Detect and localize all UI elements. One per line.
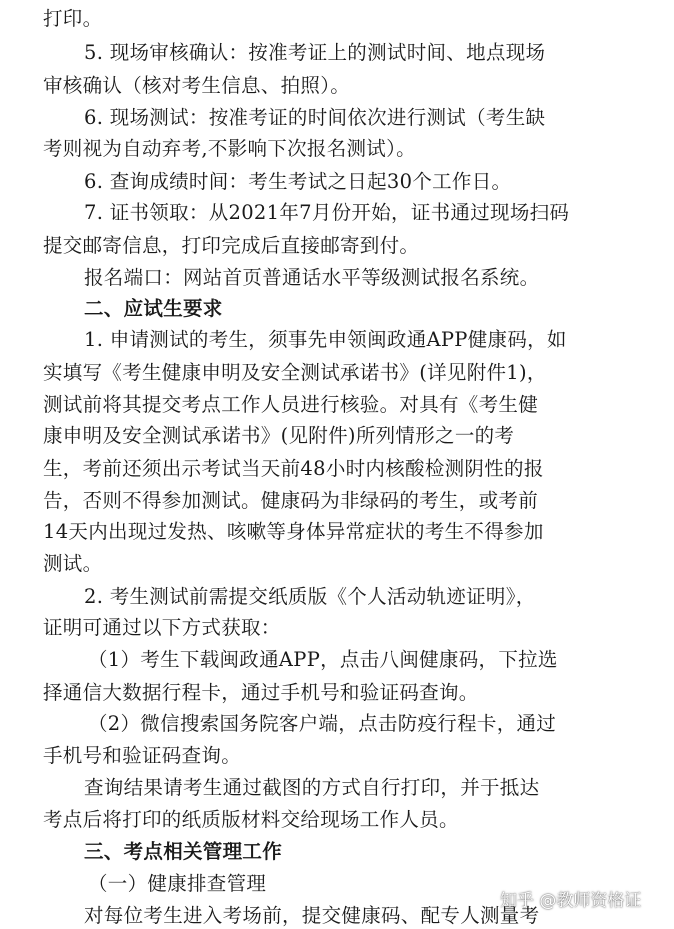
text-line: 手机号和验证码查询。 [43,744,242,767]
watermark: 知乎 @教师资格证 [500,891,642,911]
text-line: 康申明及安全测试承诺书》(见附件)所列情形之一的考 [43,424,515,447]
text-line: 审核确认（核对考生信息、拍照）。 [43,74,351,97]
section-heading: 三、考点相关管理工作 [84,840,283,863]
text-line: 择通信大数据行程卡，通过手机号和验证码查询。 [43,681,479,704]
text-line: 打印。 [43,7,103,30]
text-line: 1. 申请测试的考生，须事先申领闽政通APP健康码，如 [84,328,567,351]
text-line: 实填写《考生健康申明及安全测试承诺书》(详见附件1)， [43,361,547,384]
text-line: 6. 现场测试：按准考证的时间依次进行测试（考生缺 [84,106,546,129]
text-line: 查询结果请考生通过截图的方式自行打印，并于抵达 [84,776,540,799]
text-line: （2）微信搜索国务院客户端，点击防疫行程卡，通过 [88,712,557,735]
text-line: 考点后将打印的纸质版材料交给现场工作人员。 [43,808,459,831]
text-line: 6. 查询成绩时间：考生考试之日起30个工作日。 [84,170,512,193]
text-line: 提交邮寄信息，打印完成后直接邮寄到付。 [43,234,420,257]
text-line: 2. 考生测试前需提交纸质版《个人活动轨迹证明》， [84,585,536,608]
text-line: 14天内出现过发热、咳嗽等身体异常症状的考生不得参加 [43,520,544,543]
text-line: 考则视为自动弃考,不影响下次报名测试）。 [43,137,416,160]
text-line: 对每位考生进入考场前，提交健康码、配专人测量考 [84,904,540,927]
text-line: 证明可通过以下方式获取： [43,616,281,639]
section-heading: 二、应试生要求 [84,297,223,320]
text-line: 告，否则不得参加测试。健康码为非绿码的考生，或考前 [43,489,539,512]
subsection-heading: （一）健康排查管理 [88,872,267,895]
text-line: 7. 证书领取：从2021年7月份开始，证书通过现场扫码 [84,201,570,224]
text-line: 测试前将其提交考点工作人员进行核验。对具有《考生健 [43,393,539,416]
text-line: 报名端口：网站首页普通话水平等级测试报名系统。 [84,266,540,289]
text-line: 5. 现场审核确认：按准考证上的测试时间、地点现场 [84,41,546,64]
text-line: 测试。 [43,552,103,575]
text-line: （1）考生下载闽政通APP，点击八闽健康码，下拉选 [88,648,558,671]
text-line: 生，考前还须出示考试当天前48小时内核酸检测阴性的报 [43,457,544,480]
